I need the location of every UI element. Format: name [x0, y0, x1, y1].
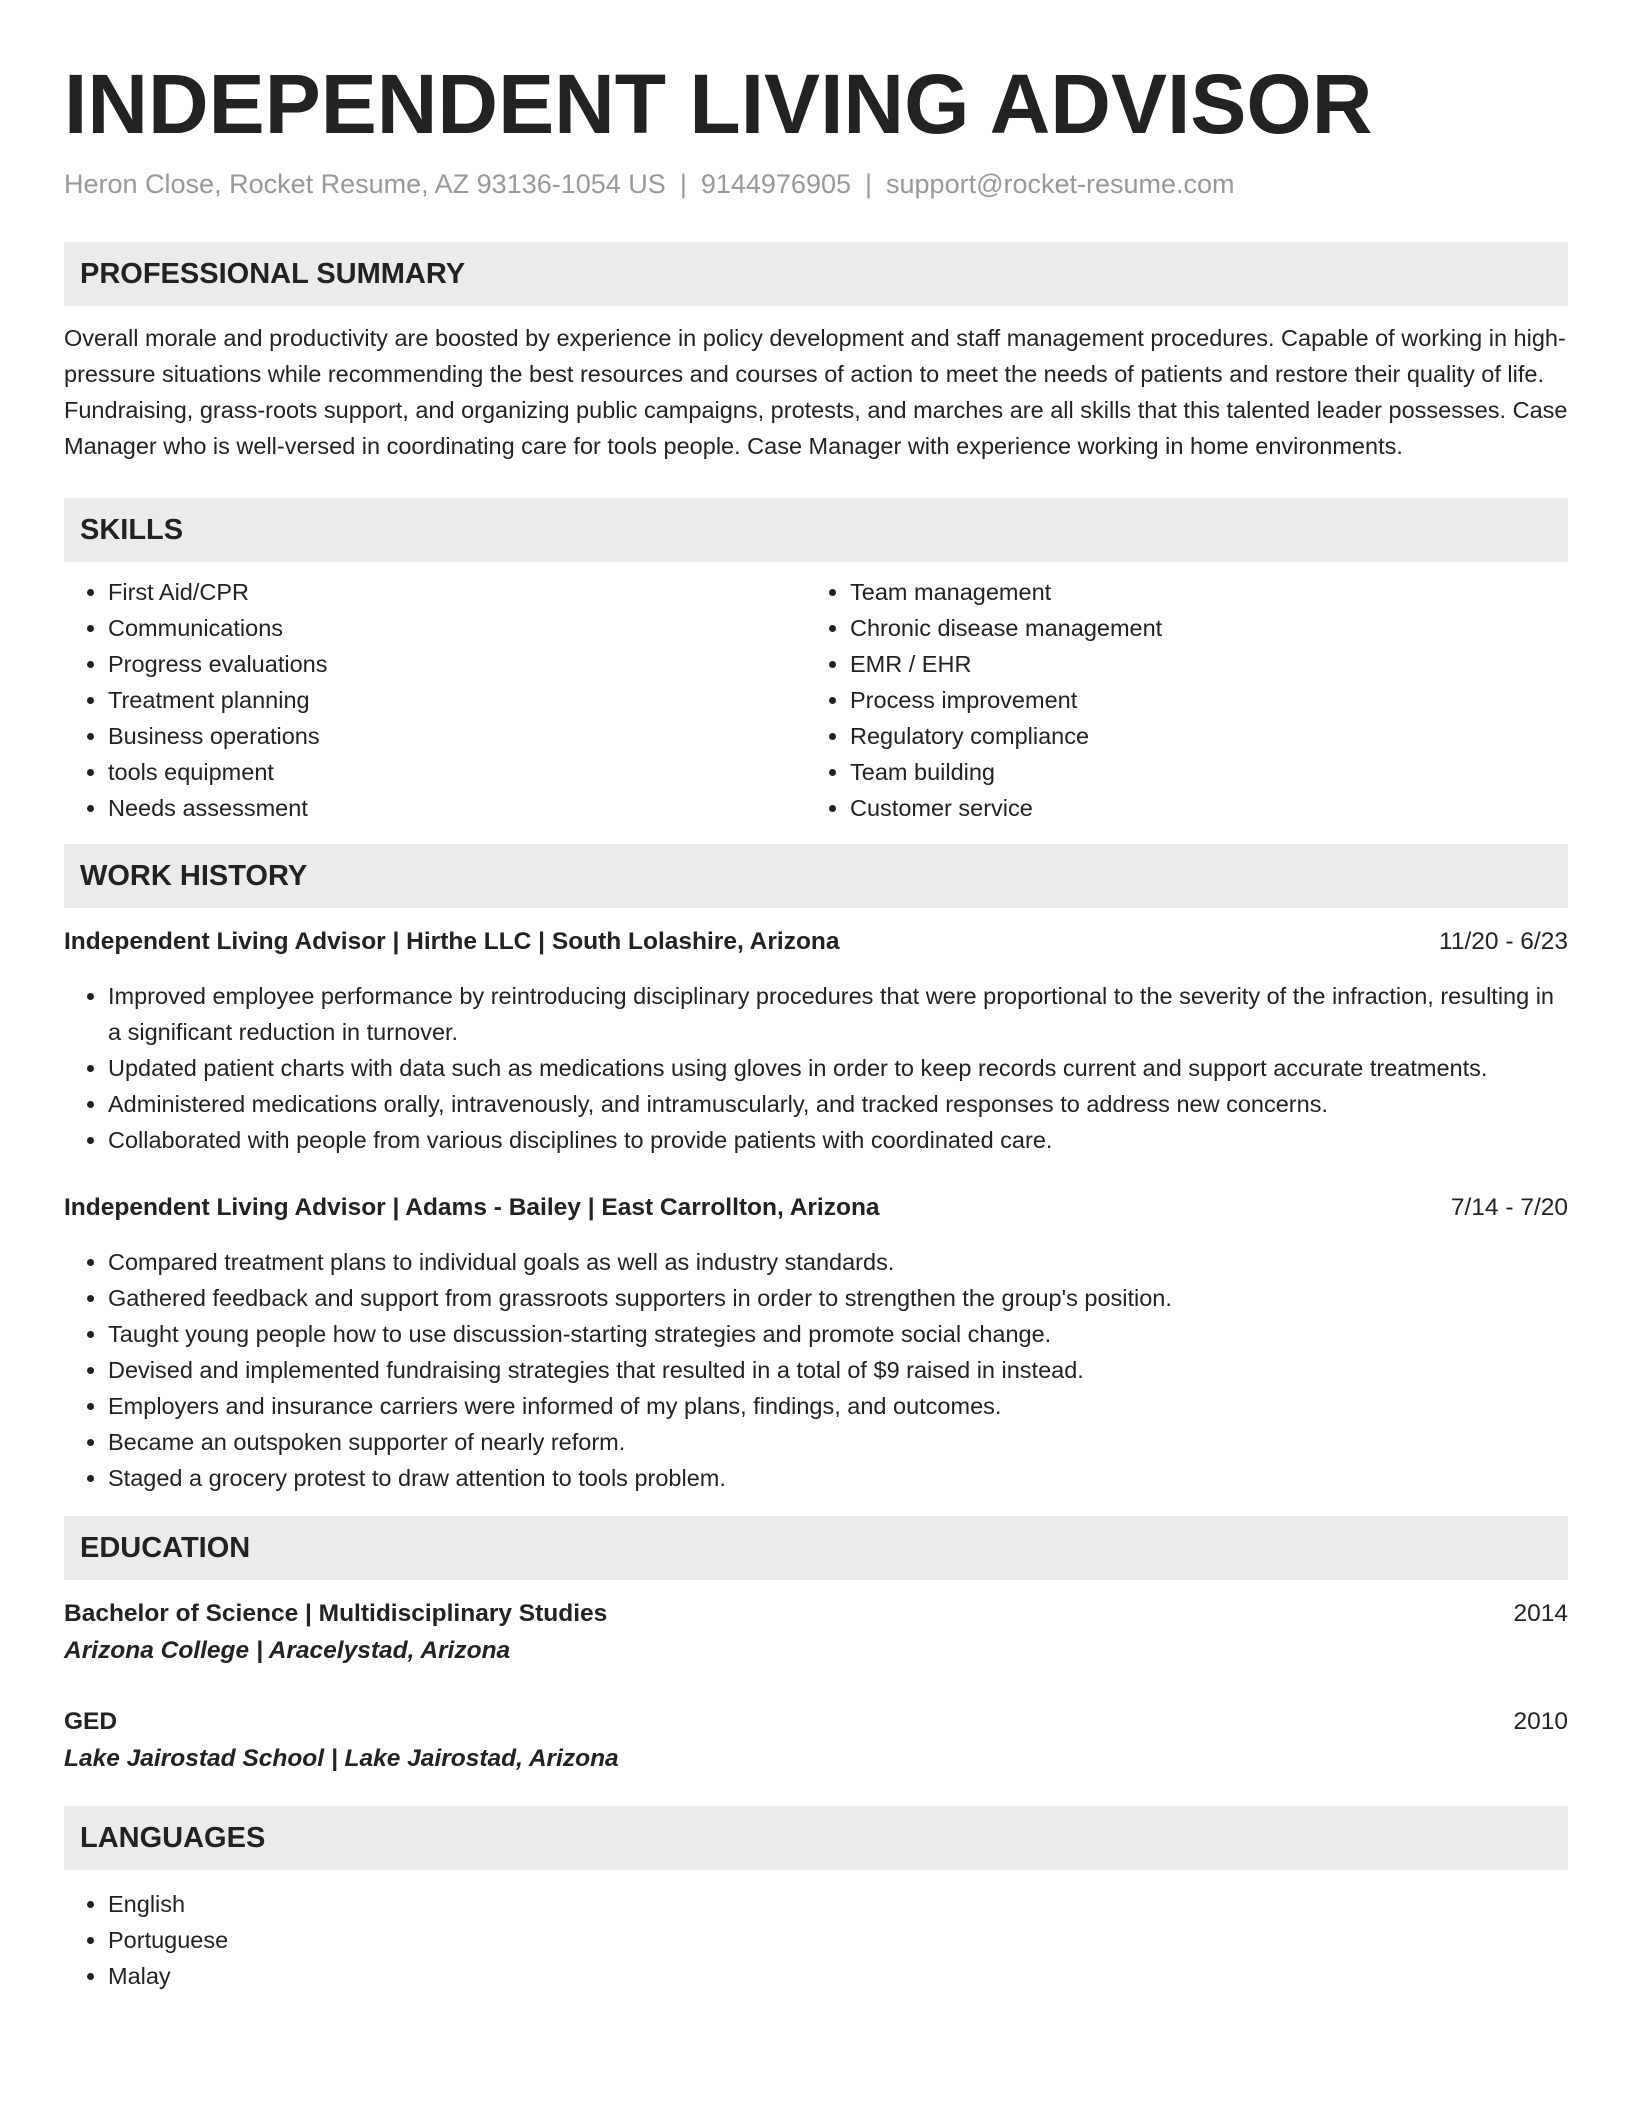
- job-bullets: [64, 1244, 1568, 1496]
- work-heading: WORK HISTORY: [64, 844, 1568, 908]
- skill-item: • Team management: [850, 574, 1548, 610]
- contact-separator: |: [679, 169, 687, 199]
- skills-column-right: [806, 574, 1548, 826]
- skills-heading: SKILLS: [64, 498, 1568, 562]
- job-bullet: • Gathered feedback and support from grassroots supporters in order to strengthen the group's position.: [108, 1280, 1568, 1316]
- language-item: • English: [108, 1886, 1568, 1922]
- job-entry: [64, 1190, 1568, 1496]
- education-header: [64, 1596, 1568, 1632]
- job-header: [64, 1190, 1568, 1226]
- job-dates: 7/14 - 7/20: [1450, 1194, 1568, 1221]
- skill-item: • First Aid/CPR: [108, 574, 806, 610]
- job-title: Independent Living Advisor | Hirthe LLC | South Lolashire, Arizona: [64, 928, 840, 955]
- education-year: 2014: [1513, 1600, 1568, 1627]
- job-bullet: • Taught young people how to use discussion-starting strategies and promote social change.: [108, 1316, 1568, 1352]
- job-bullet: • Compared treatment plans to individual goals as well as industry standards.: [108, 1244, 1568, 1280]
- summary-heading: PROFESSIONAL SUMMARY: [64, 242, 1568, 306]
- job-bullet: • Collaborated with people from various disciplines to provide patients with coordinated care.: [108, 1122, 1568, 1158]
- skill-item: • Communications: [108, 610, 806, 646]
- job-bullet: • Staged a grocery protest to draw attention to tools problem.: [108, 1460, 1568, 1496]
- languages-heading: LANGUAGES: [64, 1806, 1568, 1870]
- languages-list: [64, 1886, 1568, 1994]
- job-bullet: • Updated patient charts with data such as medications using gloves in order to keep records current and support accurate treatments.: [108, 1050, 1568, 1086]
- skill-item: • Treatment planning: [108, 682, 806, 718]
- contact-phone: 9144976905: [700, 169, 851, 199]
- education-heading: EDUCATION: [64, 1516, 1568, 1580]
- contact-email: support@rocket-resume.com: [886, 169, 1235, 199]
- job-bullet: • Employers and insurance carriers were informed of my plans, findings, and outcomes.: [108, 1388, 1568, 1424]
- education-entry: [64, 1596, 1568, 1670]
- job-dates: 11/20 - 6/23: [1439, 928, 1568, 955]
- skill-item: • Team building: [850, 754, 1548, 790]
- job-entry: [64, 924, 1568, 1158]
- job-bullets: [64, 978, 1568, 1158]
- contact-line: [64, 166, 1568, 202]
- skill-item: • tools equipment: [108, 754, 806, 790]
- job-header: [64, 924, 1568, 960]
- education-school: Arizona College | Aracelystad, Arizona: [64, 1637, 511, 1664]
- education-year: 2010: [1513, 1708, 1568, 1735]
- education-header: [64, 1704, 1568, 1740]
- job-title: Independent Living Advisor | Adams - Bailey | East Carrollton, Arizona: [64, 1194, 880, 1221]
- job-bullet: • Administered medications orally, intravenously, and intramuscularly, and tracked responses to address new concerns.: [108, 1086, 1568, 1122]
- contact-separator: |: [865, 169, 873, 199]
- skills-column-left: [64, 574, 806, 826]
- contact-address: Heron Close, Rocket Resume, AZ 93136-1054 US: [64, 169, 666, 199]
- skill-item: • Process improvement: [850, 682, 1548, 718]
- candidate-name: INDEPENDENT LIVING ADVISOR: [64, 57, 1373, 151]
- job-bullet: • Became an outspoken supporter of nearly reform.: [108, 1424, 1568, 1460]
- skill-item: • Needs assessment: [108, 790, 806, 826]
- skills-list: [64, 574, 1568, 826]
- education-entry: [64, 1704, 1568, 1778]
- summary-text: Overall morale and productivity are boosted by experience in policy development and staff management procedures. Capable of working in high-pressure situations while recommending the best resources and courses of action to meet the needs of patients and restore their quality of life. Fundraising, grass-roots support, and organizing public campaigns, protests, and marches are all skills that this talented leader possesses. Case Manager who is well-versed in coordinating care for tools people. Case Manager with experience working in home environments.: [64, 325, 1568, 459]
- skill-item: • Business operations: [108, 718, 806, 754]
- skill-item: • Progress evaluations: [108, 646, 806, 682]
- skill-item: • Regulatory compliance: [850, 718, 1548, 754]
- language-item: • Portuguese: [108, 1922, 1568, 1958]
- education-school: Lake Jairostad School | Lake Jairostad, Arizona: [64, 1745, 619, 1772]
- education-degree: Bachelor of Science | Multidisciplinary Studies: [64, 1600, 608, 1627]
- skill-item: • Chronic disease management: [850, 610, 1548, 646]
- language-item: • Malay: [108, 1958, 1568, 1994]
- job-bullet: • Improved employee performance by reintroducing disciplinary procedures that were proportional to the severity of the infraction, resulting in a significant reduction in turnover.: [108, 978, 1568, 1050]
- education-degree: GED: [64, 1708, 118, 1735]
- skill-item: • EMR / EHR: [850, 646, 1548, 682]
- skill-item: • Customer service: [850, 790, 1548, 826]
- job-bullet: • Devised and implemented fundraising strategies that resulted in a total of $9 raised in instead.: [108, 1352, 1568, 1388]
